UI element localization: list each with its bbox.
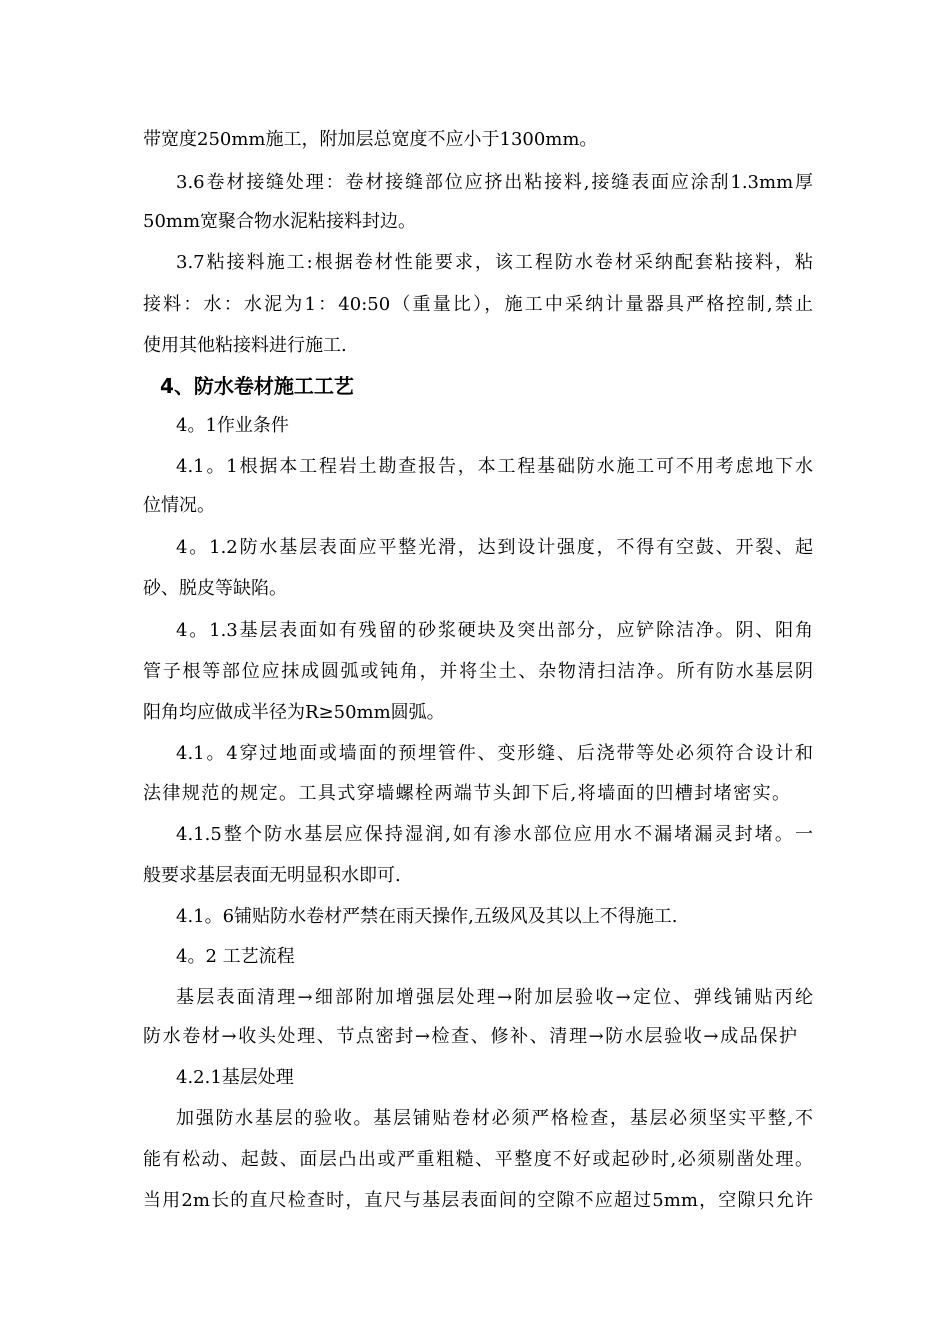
text-line: 接料：水：水泥为1：40:50（重量比），施工中采纳计量器具严格控制,禁止 (143, 294, 813, 315)
process-flow-line: 基层表面清理→细部附加增强层处理→附加层验收→定位、弹线铺贴丙纶 (176, 987, 813, 1008)
process-flow-line: 防水卷材→收头处理、节点密封→检查、修补、清理→防水层验收→成品保护 (143, 1026, 797, 1047)
text-line: 当用2m长的直尺检查时，直尺与基层表面间的空隙不应超过5mm，空隙只允许 (143, 1190, 813, 1211)
text-line: 砂、脱皮等缺陷。 (143, 578, 287, 599)
paragraph-4-2-1-line: 加强防水基层的验收。基层铺贴卷材必须严格检查，基层必须坚实平整,不 (176, 1108, 813, 1129)
subsection-title: 4.2.1基层处理 (176, 1067, 294, 1088)
text-line: 法律规范的规定。工具式穿墙螺栓两端节头卸下后,将墙面的凹槽封堵密实。 (143, 783, 790, 804)
paragraph-4-1-2-line: 4。1.2防水基层表面应平整光滑，达到设计强度，不得有空鼓、开裂、起 (176, 537, 813, 558)
paragraph-3-6-line: 3.6卷材接缝处理：卷材接缝部位应挤出粘接料,接缝表面应涂刮1.3mm厚 (176, 172, 813, 193)
text-line: 能有松动、起鼓、面层凸出或严重粗糙、平整度不好或起砂时,必须剔凿处理。 (143, 1149, 813, 1170)
paragraph-4-1-5-line: 4.1.5整个防水基层应保持湿润,如有渗水部位应用水不漏堵漏灵封堵。一 (176, 824, 813, 845)
subsection-title: 4。1作业条件 (176, 415, 289, 436)
text-line: 阳角均应做成半径为R≥50mm圆弧。 (143, 702, 445, 723)
paragraph-3-7-line: 3.7粘接料施工:根据卷材性能要求，该工程防水卷材采纳配套粘接料，粘 (176, 252, 813, 273)
paragraph-4-1-3-line: 4。1.3基层表面如有残留的砂浆硬块及突出部分，应铲除洁净。阴、阳角 (176, 620, 813, 641)
text-line: 管子根等部位应抹成圆弧或钝角，并将尘土、杂物清扫洁净。所有防水基层阴 (143, 661, 813, 682)
paragraph-4-1-4-line: 4.1。4穿过地面或墙面的预埋管件、变形缝、后浇带等处必须符合设计和 (176, 743, 813, 764)
text-line: 使用其他粘接料进行施工. (143, 335, 347, 356)
text-line: 位情况。 (143, 495, 215, 516)
text-line: 50mm宽聚合物水泥粘接料封边。 (143, 211, 417, 232)
subsection-title: 4。2 工艺流程 (176, 946, 295, 967)
paragraph-4-1-1-line: 4.1。1根据本工程岩土勘查报告，本工程基础防水施工可不用考虑地下水 (176, 456, 813, 477)
text-line: 带宽度250mm施工，附加层总宽度不应小于1300mm。 (143, 129, 598, 150)
section-heading: 4、防水卷材施工工艺 (160, 374, 354, 398)
text-line: 般要求基层表面无明显积水即可. (143, 865, 401, 886)
paragraph-4-1-6-line: 4.1。6铺贴防水卷材严禁在雨天操作,五级风及其以上不得施工. (176, 906, 678, 927)
